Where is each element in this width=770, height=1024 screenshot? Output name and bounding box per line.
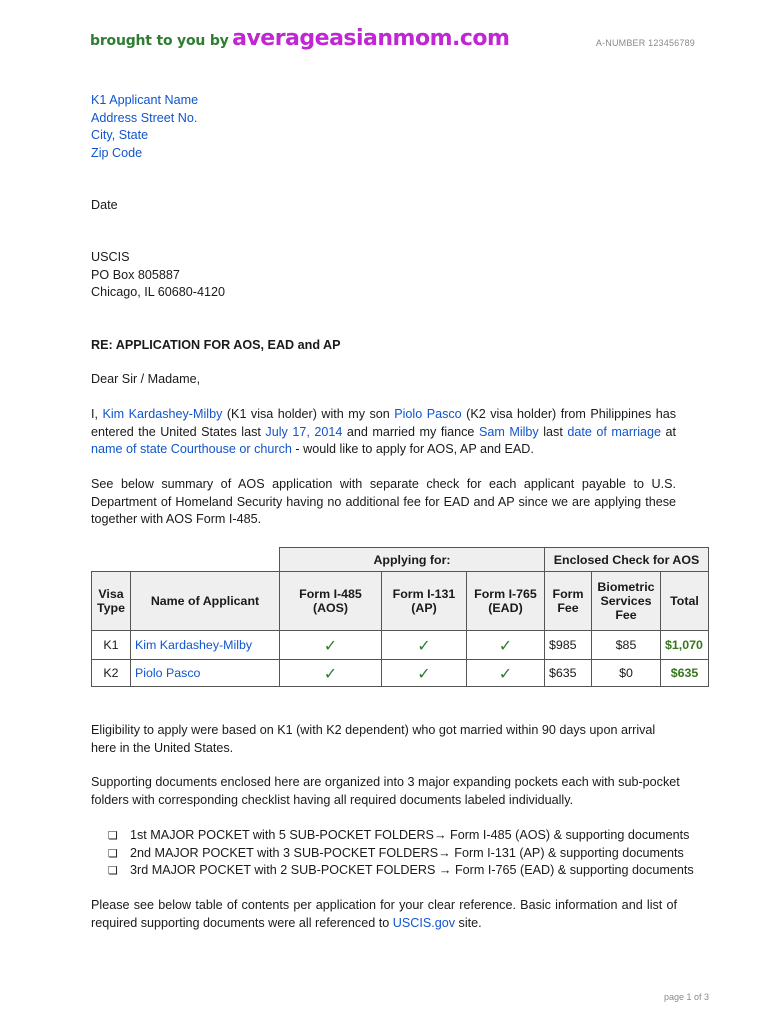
- applying-for-header: Applying for:: [280, 548, 545, 572]
- visa-type-cell: K1: [92, 631, 131, 660]
- checkbox-bullet-icon: ❏: [108, 864, 118, 877]
- list-item: [108, 862, 694, 880]
- recipient-city: Chicago, IL 60680-4120: [91, 285, 225, 299]
- fiance-name: Sam Milby: [478, 424, 539, 439]
- col-visa-type: Visa Type: [92, 572, 131, 631]
- intro-text: last: [543, 424, 563, 439]
- pocket-text: 1st MAJOR POCKET with 5 SUB-POCKET FOLDERS→ Form I-485 (AOS) & supporting documents: [130, 828, 690, 842]
- applicant-name-cell: Kim Kardashey-Milby: [131, 631, 280, 660]
- intro-paragraph: [91, 406, 676, 459]
- check-icon: ✓: [467, 660, 545, 687]
- table-row: [92, 631, 709, 660]
- check-icon: ✓: [382, 631, 467, 660]
- son-name: Piolo Pasco: [394, 407, 462, 421]
- intro-text: (K1 visa holder) with my son: [226, 407, 390, 421]
- page-number: page 1 of 3: [663, 992, 709, 1002]
- eligibility-paragraph: Eligibility to apply were based on K1 (with K2 dependent) who got married within 90 days upon arrival here in the United States.: [91, 723, 656, 755]
- form-fee-cell: $635: [545, 660, 592, 687]
- recipient-po-box: PO Box 805887: [91, 267, 180, 282]
- supporting-paragraph: Supporting documents enclosed here are organized into 3 major expanding pockets each with sub-pocket folders with corresponding checklist having all required documents labeled individually.: [91, 775, 680, 807]
- closing-text: Please see below table of contents per application for your clear reference. Basic information and list of required supporting documents were all referenced to: [91, 898, 677, 930]
- summary-paragraph: See below summary of AOS application with separate check for each applicant payable to U.S. Department of Homeland Security having no additional fee for EAD and AP since we are applying these together with AOS Form I-485.: [91, 477, 676, 526]
- pocket-text: 3rd MAJOR POCKET with 2 SUB-POCKET FOLDERS → Form I-765 (EAD) & supporting documents: [130, 863, 694, 877]
- total-cell: $1,070: [661, 631, 709, 660]
- salutation: Dear Sir / Madame,: [91, 372, 201, 386]
- sender-city-state: City, State: [91, 128, 149, 142]
- brand-prefix: brought to you by: [90, 33, 229, 49]
- list-item: [108, 827, 694, 845]
- closing-suffix: site.: [458, 915, 482, 930]
- recipient-org: USCIS: [91, 250, 130, 264]
- pocket-list: [108, 827, 694, 880]
- sender-address: [91, 92, 198, 162]
- table-row: [92, 660, 709, 687]
- marriage-date: date of marriage: [567, 424, 662, 439]
- col-applicant-name: Name of Applicant: [131, 572, 280, 631]
- table-corner: [92, 548, 280, 572]
- recipient-address: [91, 249, 225, 302]
- intro-text: I,: [91, 407, 98, 421]
- intro-text: at: [665, 424, 677, 439]
- biometric-fee-cell: $0: [592, 660, 661, 687]
- form-fee-cell: $985: [545, 631, 592, 660]
- applicant-name: Kim Kardashey-Milby: [102, 407, 223, 421]
- marriage-venue: name of state Courthouse or church: [91, 442, 292, 456]
- col-form-fee: Form Fee: [545, 572, 592, 631]
- sender-name: K1 Applicant Name: [91, 93, 199, 107]
- brand-name: averageasianmom.com: [232, 26, 510, 51]
- intro-text: and married my fiance: [346, 424, 475, 439]
- closing-paragraph: [91, 897, 677, 932]
- checkbox-bullet-icon: ❏: [108, 846, 118, 860]
- subject-line: RE: APPLICATION FOR AOS, EAD and AP: [91, 338, 341, 352]
- sender-zip: Zip Code: [91, 145, 143, 160]
- a-number: A-NUMBER 123456789: [595, 38, 695, 48]
- sender-street: Address Street No.: [91, 110, 198, 125]
- intro-text: - would like to apply for AOS, AP and EAD.: [295, 442, 534, 456]
- biometric-fee-cell: $85: [592, 631, 661, 660]
- col-total: Total: [661, 572, 709, 631]
- list-item: [108, 845, 694, 863]
- col-form-i485: Form I-485 (AOS): [280, 572, 382, 631]
- applicant-name-cell: Piolo Pasco: [131, 660, 280, 687]
- check-icon: ✓: [382, 660, 467, 687]
- checkbox-bullet-icon: ❏: [108, 829, 118, 842]
- visa-type-cell: K2: [92, 660, 131, 687]
- intro-text: (K2 visa holder) from Philippines has entered the United States last: [91, 407, 677, 439]
- total-cell: $635: [661, 660, 709, 687]
- check-icon: ✓: [467, 631, 545, 660]
- fee-summary-table: [91, 547, 709, 687]
- uscis-link[interactable]: USCIS.gov: [392, 915, 456, 930]
- date-label: Date: [91, 198, 118, 212]
- brand-banner: [90, 26, 509, 51]
- check-icon: ✓: [280, 660, 382, 687]
- entry-date: July 17, 2014: [265, 424, 343, 439]
- enclosed-check-header: Enclosed Check for AOS: [545, 548, 709, 572]
- col-biometric-fee: Biometric Services Fee: [592, 572, 661, 631]
- col-form-i765: Form I-765 (EAD): [467, 572, 545, 631]
- pocket-text: 2nd MAJOR POCKET with 3 SUB-POCKET FOLDERS→ Form I-131 (AP) & supporting documents: [130, 845, 684, 860]
- check-icon: ✓: [280, 631, 382, 660]
- col-form-i131: Form I-131 (AP): [382, 572, 467, 631]
